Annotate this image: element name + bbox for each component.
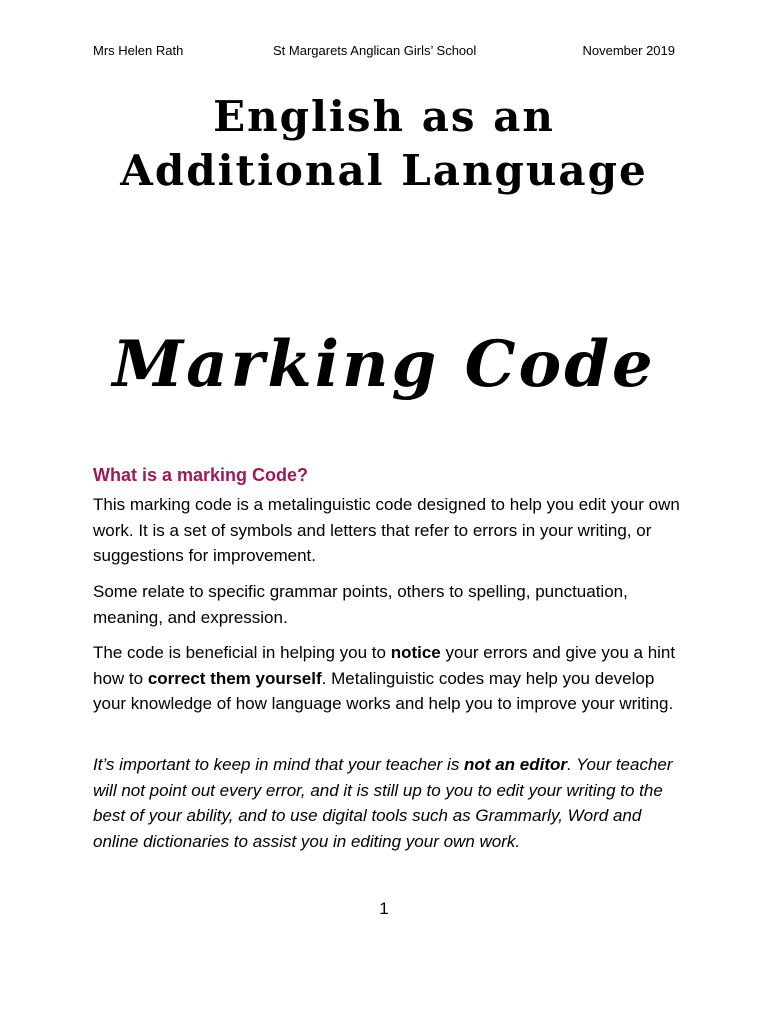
paragraph-4 xyxy=(93,752,683,854)
title-line-1: English as an xyxy=(213,92,555,141)
paragraph-3-bold-correct: correct them yourself xyxy=(147,668,322,688)
header-school: St Margarets Anglican Girls’ School xyxy=(273,43,477,58)
paragraph-4-text-1: It’s important to keep in mind that your teacher is xyxy=(93,755,465,774)
paragraph-4-text-2: . Your teacher will not point out every error, and it is still up to you to edit your writing to the best of your ability, and to use digital tools such as Grammarly, Word and online dictionaries to assist you in editing your own work. xyxy=(93,755,673,851)
document-subtitle: Marking Code xyxy=(112,327,656,402)
title-line-2: Additional Language xyxy=(120,146,648,195)
document-title xyxy=(60,90,708,198)
paragraph-3-text-3: . Metalinguistic codes may help you develop your knowledge of how language works and help you to improve your writing. xyxy=(93,668,674,713)
paragraph-3-text-2: your errors and give you a hint how to xyxy=(93,643,676,688)
header-date: November 2019 xyxy=(582,43,675,58)
paragraph-4-bold-not-an-editor: not an editor xyxy=(464,755,567,774)
page-number: 1 xyxy=(379,899,389,918)
paragraph-3-text-1: The code is beneficial in helping you to xyxy=(93,643,391,662)
page-header xyxy=(93,43,675,61)
header-author: Mrs Helen Rath xyxy=(93,43,184,58)
paragraph-1: This marking code is a metalinguistic code designed to help you edit your own work. It is a set of symbols and letters that refer to errors in your writing, or suggestions for improvement. xyxy=(93,495,680,565)
section-heading: What is a marking Code? xyxy=(93,465,309,485)
paragraph-3 xyxy=(93,640,683,717)
paragraph-2: Some relate to specific grammar points, others to spelling, punctuation, meaning, and expression. xyxy=(93,582,628,627)
paragraph-3-bold-notice: notice xyxy=(390,643,441,662)
